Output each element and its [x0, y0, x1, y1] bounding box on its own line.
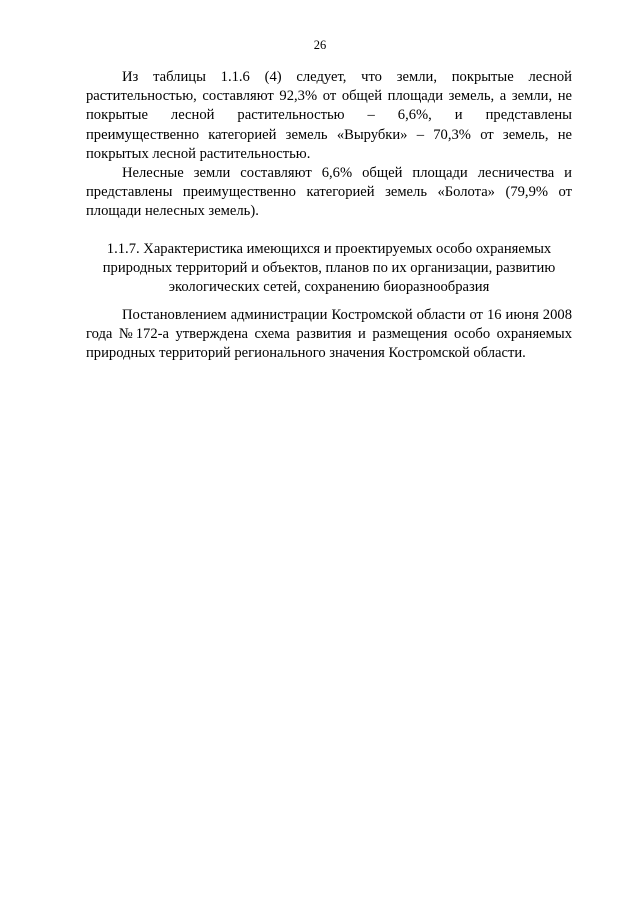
section-heading: 1.1.7. Характеристика имеющихся и проектируемых особо охраняемых природных территорий и объектов, планов по их организации, развитию экологических сетей, сохранению биоразнообразия	[102, 241, 556, 295]
paragraph-non-forest-lands: Нелесные земли составляют 6,6% общей площади лесничества и представлены преимущественно категорией земель «Болота» (79,9% от площади нелесных земель).	[86, 165, 572, 220]
paragraph-forest-cover: Из таблицы 1.1.6 (4) следует, что земли, покрытые лесной растительностью, составляют 92,3% от общей площади земель, а земли, не покрытые лесной растительностью – 6,6%, и представлены преимущественно категорией земель «Вырубки» – 70,3% от земель, не покрытых лесной растительностью.	[86, 69, 572, 162]
text-block-forest-lands	[86, 68, 572, 222]
paragraph-protected-areas-decree: Постановлением администрации Костромской области от 16 июня 2008 года №172-а утверждена схема развития и размещения особо охраняемых природных территорий регионального значения Костромской области.	[86, 307, 572, 362]
text-block-protected-areas	[86, 306, 572, 364]
page-number: 26	[313, 38, 327, 52]
